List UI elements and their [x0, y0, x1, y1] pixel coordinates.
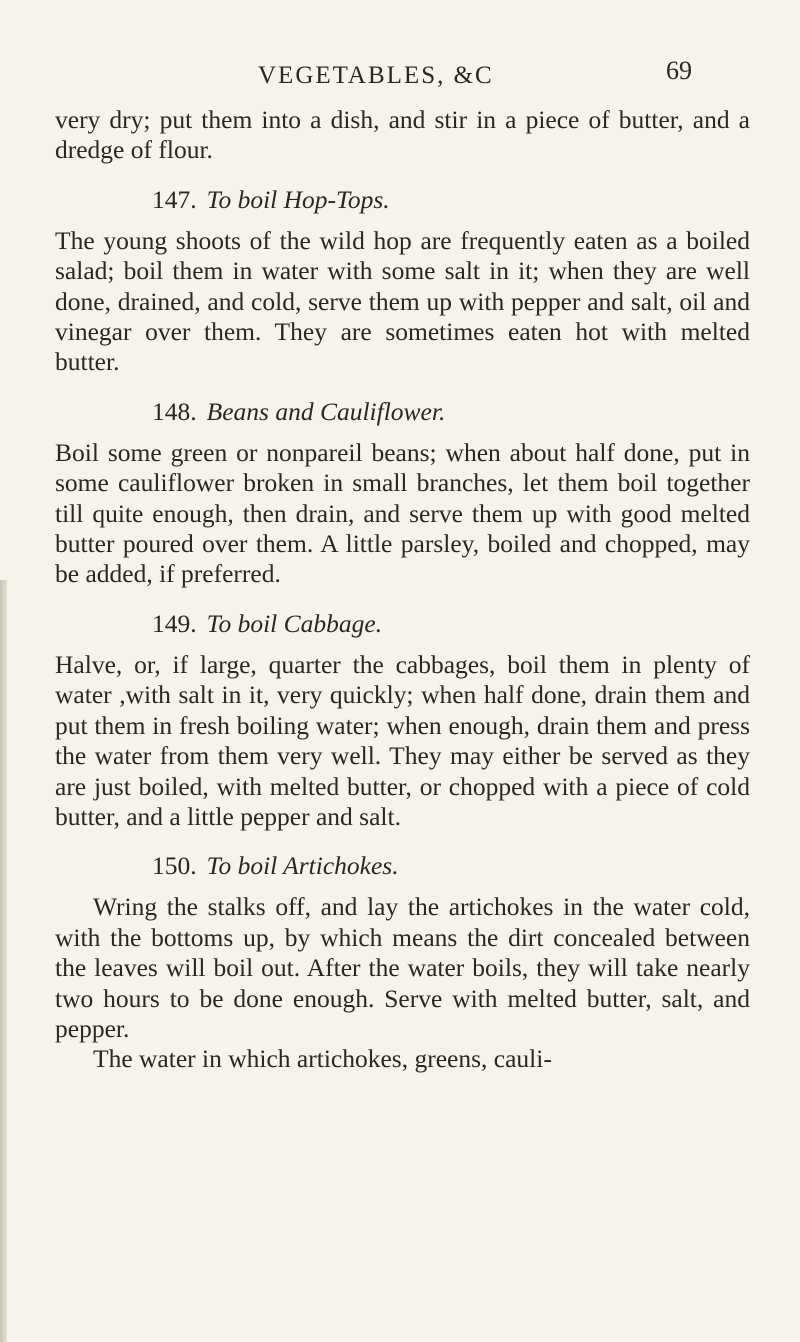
recipe-paragraph: Halve, or, if large, quarter the cabbages, boil them in plenty of water ,with salt in it, very quickly; when half done, drain them and put them in fresh boiling water; when enough, drain them and press the water from them very well. They may either be served as they are just boiled, with melted butter, or chopped with a piece of cold butter, and a little pepper and salt.: [55, 649, 750, 831]
running-head: VEGETABLES, &C: [258, 62, 494, 89]
recipe-title: To boil Artichokes.: [206, 851, 399, 881]
recipe-title: Beans and Cauliflower.: [206, 396, 446, 426]
page-number: 69: [666, 56, 692, 85]
recipe-number: 150.: [152, 851, 197, 881]
recipe-paragraph: Boil some green or nonpareil beans; when about half done, put in some cauliflower broken in small branches, let them boil together till quite enough, then drain, and serve them up with good melted butter poured over them. A little parsley, boiled and chopped, may be added, if preferred.: [55, 437, 750, 589]
recipe-number: 149.: [152, 608, 197, 638]
recipe-heading: [55, 397, 750, 427]
intro-paragraph: very dry; put them into a dish, and stir in a piece of butter, and a dredge of flour.: [55, 105, 750, 165]
recipe-heading: [55, 851, 750, 881]
recipe-title: To boil Hop-Tops.: [206, 184, 390, 214]
recipe-number: 148.: [152, 396, 197, 426]
page-edge-shadow: [0, 580, 7, 1342]
recipe-number: 147.: [152, 184, 197, 214]
recipe-heading: [55, 185, 750, 215]
recipe-heading: [55, 609, 750, 639]
recipe-paragraph: Wring the stalks off, and lay the artichokes in the water cold, with the bottoms up, by which means the dirt concealed between the leaves will boil out. After the water boils, they will take nearly two hours to be done enough. Serve with melted butter, salt, and pepper.: [55, 892, 750, 1043]
page-body: [55, 105, 750, 1075]
recipe-paragraph: The young shoots of the wild hop are frequently eaten as a boiled salad; boil them in water with some salt in it; when they are well done, drained, and cold, serve them up with pepper and salt, oil and vinegar over them. They are sometimes eaten hot with melted butter.: [55, 225, 750, 377]
recipe-paragraph: The water in which artichokes, greens, cauli-: [93, 1044, 552, 1074]
recipe-title: To boil Cabbage.: [206, 608, 383, 638]
page-header: [0, 56, 800, 92]
